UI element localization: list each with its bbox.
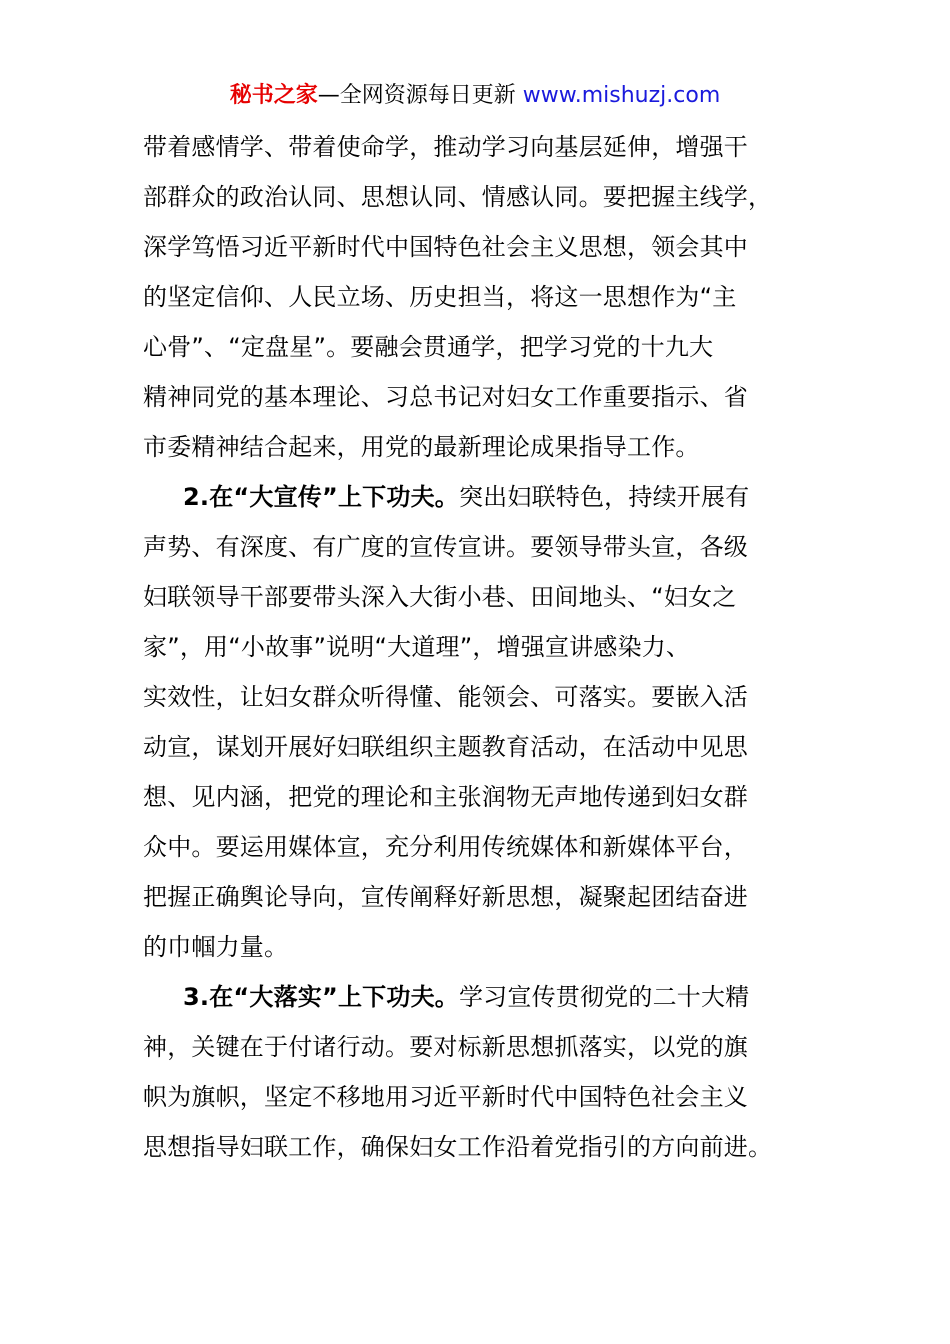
paragraph-1: [143, 122, 807, 472]
text-line: 想、见内涵，把党的理论和主张润物无声地传递到妇女群: [143, 783, 748, 811]
text-line: 带着感情学、带着使命学，推动学习向基层延伸，增强干: [143, 133, 748, 161]
text-line: 市委精神结合起来，用党的最新理论成果指导工作。: [143, 433, 700, 461]
text-run: 学习宣传贯彻党的二十大精: [458, 983, 750, 1011]
text-line: 心骨”、“定盘星”。要融会贯通学，把学习党的十九大: [143, 333, 714, 361]
document-body: [143, 122, 807, 1172]
site-header: [0, 80, 950, 112]
text-line: 的坚定信仰、人民立场、历史担当，将这一思想作为“主: [143, 283, 737, 311]
text-line: 神，关键在于付诸行动。要对标新思想抓落实，以党的旗: [143, 1033, 748, 1061]
text-line: 的巾帼力量。: [143, 933, 289, 961]
section-heading: 2.在“大宣传”上下功夫。: [183, 483, 459, 511]
text-line: 精神同党的基本理论、习总书记对妇女工作重要指示、省: [143, 383, 748, 411]
text-line: 把握正确舆论导向，宣传阐释好新思想，凝聚起团结奋进: [143, 883, 748, 911]
header-tagline: —全网资源每日更新: [317, 83, 516, 108]
text-line: 帜为旗帜，坚定不移地用习近平新时代中国特色社会主义: [143, 1083, 748, 1111]
text-line: 家”，用“小故事”说明“大道理”，增强宣讲感染力、: [143, 633, 691, 661]
brand-name: 秘书之家: [229, 83, 318, 108]
text-line: 思想指导妇联工作，确保妇女工作沿着党指引的方向前进。: [143, 1133, 773, 1161]
paragraph-2: [143, 472, 807, 972]
text-run: 突出妇联特色，持续开展有: [458, 483, 750, 511]
paragraph-3: [143, 972, 807, 1172]
text-line: 深学笃悟习近平新时代中国特色社会主义思想，领会其中: [143, 233, 748, 261]
site-url-link[interactable]: www.mishuzj.com: [522, 83, 721, 108]
text-line: 妇联领导干部要带头深入大街小巷、田间地头、“妇女之: [143, 583, 737, 611]
text-line: [143, 972, 807, 1022]
text-line: 实效性，让妇女群众听得懂、能领会、可落实。要嵌入活: [143, 683, 748, 711]
text-line: [143, 472, 807, 522]
text-line: 动宣，谋划开展好妇联组织主题教育活动，在活动中见思: [143, 733, 748, 761]
text-line: 部群众的政治认同、思想认同、情感认同。要把握主线学，: [143, 183, 773, 211]
text-line: 声势、有深度、有广度的宣传宣讲。要领导带头宣，各级: [143, 533, 748, 561]
section-heading: 3.在“大落实”上下功夫。: [183, 983, 459, 1011]
text-line: 众中。要运用媒体宣，充分利用传统媒体和新媒体平台，: [143, 833, 748, 861]
